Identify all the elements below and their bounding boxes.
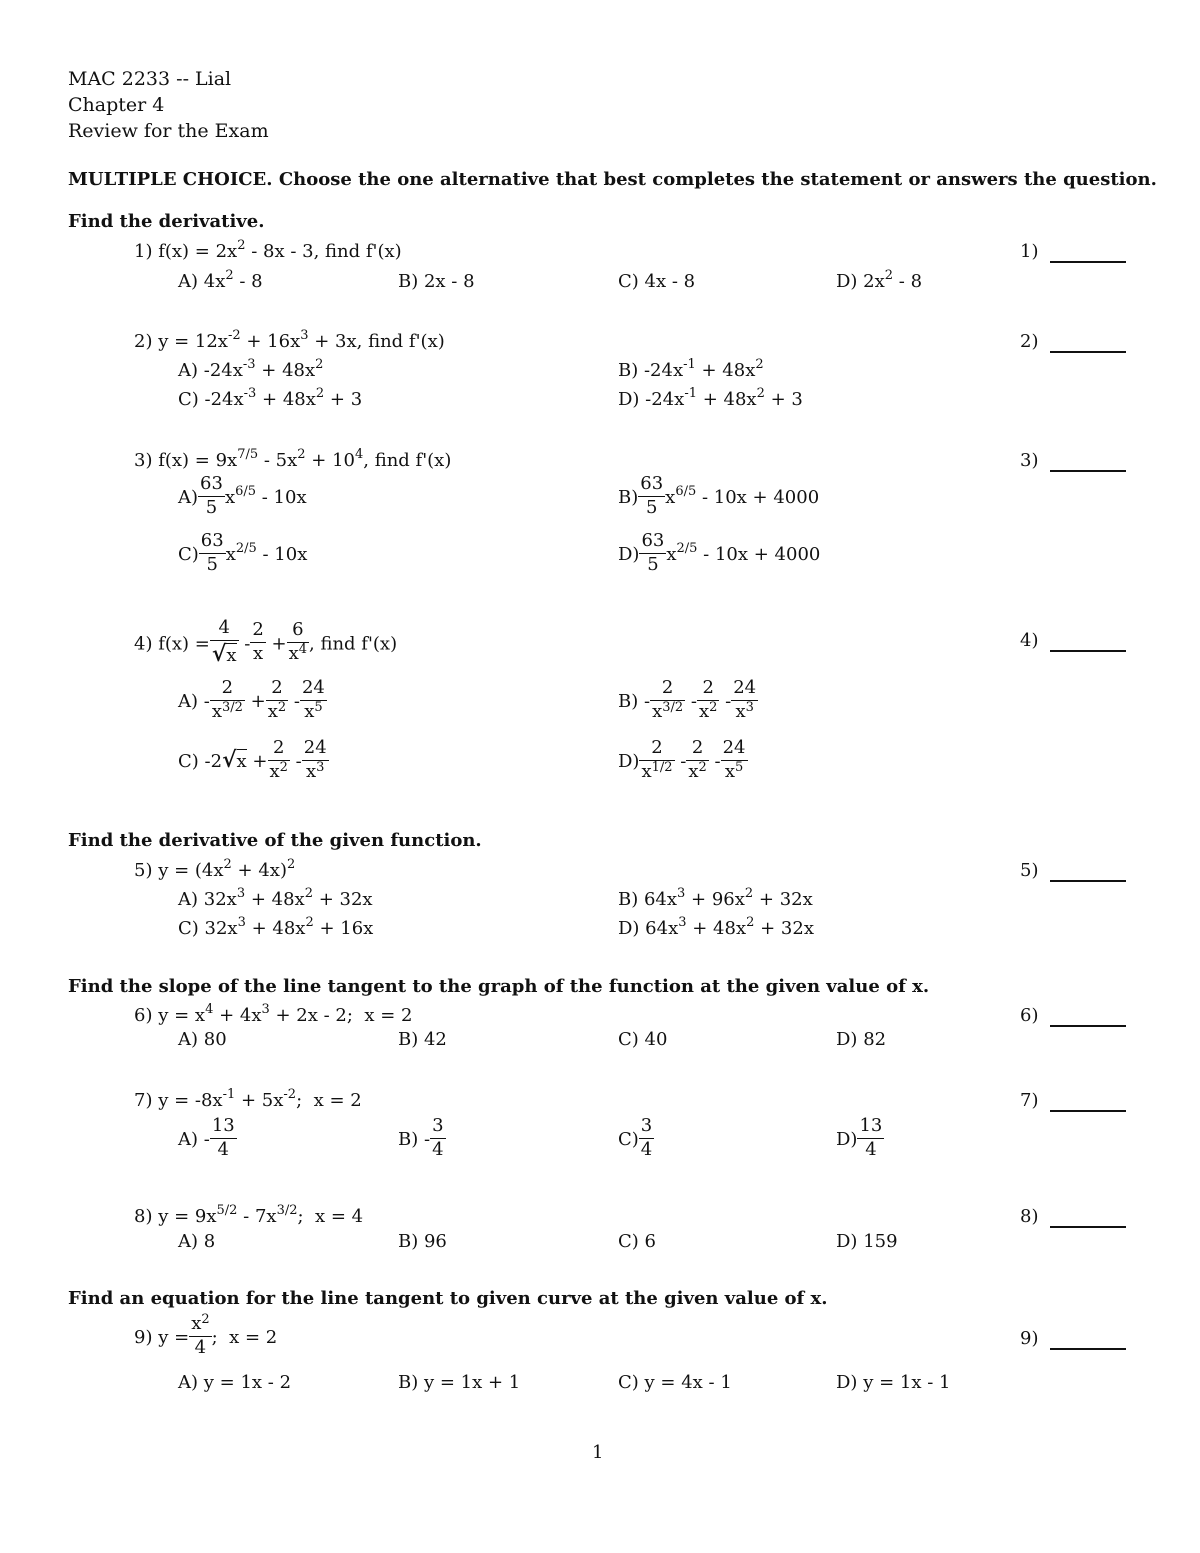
answer-label-7: 7) xyxy=(1020,1090,1039,1111)
q4-choice-d: D) $\frac{2}{x^{1/2}}$ - $\frac{2}{x^2}$ - $\frac{24}{x^5}$ xyxy=(618,737,746,782)
answer-blank-2[interactable] xyxy=(1050,351,1126,353)
section-heading-slope: Find the slope of the line tangent to the graph of the function at the given value of x. xyxy=(68,976,930,997)
q3-choice-d: D) $\frac{63}{5}$ $x^{2/5} - 10x + 4000$ xyxy=(618,530,821,575)
question-5-stem: 5) $y = (4x^2 + 4x)^2$ xyxy=(134,857,296,881)
q6-choice-a: A) 80 xyxy=(178,1029,227,1050)
q1-choice-d: D) $2x^2 - 8$ xyxy=(836,268,923,292)
q8-choice-c: C) 6 xyxy=(618,1231,656,1252)
q8-choice-d: D) 159 xyxy=(836,1231,898,1252)
answer-blank-6[interactable] xyxy=(1050,1025,1126,1027)
answer-blank-3[interactable] xyxy=(1050,470,1126,472)
answer-label-6: 6) xyxy=(1020,1005,1039,1026)
q6-choice-d: D) 82 xyxy=(836,1029,887,1050)
q8-choice-a: A) 8 xyxy=(178,1231,216,1252)
exam-title: Review for the Exam xyxy=(68,120,269,142)
q3-choice-c: C) $\frac{63}{5}$ $x^{2/5} - 10x$ xyxy=(178,530,308,575)
question-4-stem: 4) f(x) = $\frac{4}{√x}$ - $\frac{2}{x}$ + $\frac{6}{x^4}$ , find f'(x) xyxy=(134,617,398,667)
instructions: MULTIPLE CHOICE. Choose the one alternative that best completes the statement or answers the question. xyxy=(68,169,1157,190)
answer-blank-4[interactable] xyxy=(1050,650,1126,652)
question-7-stem: 7) $y = -8x^{-1} + 5x^{-2}$; x = 2 xyxy=(134,1087,362,1111)
section-heading-tangent-line: Find an equation for the line tangent to given curve at the given value of x. xyxy=(68,1288,828,1309)
q1-choice-c: C) 4x - 8 xyxy=(618,271,696,292)
question-2-stem: 2) $y = 12x^{-2} + 16x^3 + 3x$, find f'(x) xyxy=(134,328,445,352)
question-1-stem: 1) $f(x) = 2x^2 - 8x - 3$, find f'(x) xyxy=(134,238,402,262)
answer-blank-8[interactable] xyxy=(1050,1226,1126,1228)
question-1-number: 1) xyxy=(134,241,153,262)
answer-label-3: 3) xyxy=(1020,450,1039,471)
q5-choice-a: A) $32x^3 + 48x^2 + 32x$ xyxy=(178,886,373,910)
q3-choice-a: A) $\frac{63}{5}$ $x^{6/5} - 10x$ xyxy=(178,473,307,518)
question-4-number: 4) xyxy=(134,633,153,655)
q6-choice-b: B) 42 xyxy=(398,1029,447,1050)
question-3-stem: 3) $f(x) = 9x^{7/5} - 5x^2 + 10^4$, find f'(x) xyxy=(134,447,452,471)
q4-choice-b: B) - $\frac{2}{x^{3/2}}$ - $\frac{2}{x^2}$ - $\frac{24}{x^3}$ xyxy=(618,677,757,722)
q2-choice-c: C) $-24x^{-3} + 48x^2 + 3$ xyxy=(178,386,363,410)
answer-label-8: 8) xyxy=(1020,1206,1039,1227)
q7-choice-b: B) - $\frac{3}{4}$ xyxy=(398,1115,444,1160)
answer-blank-5[interactable] xyxy=(1050,880,1126,882)
q1-choice-a: A) $4x^2 - 8$ xyxy=(178,268,263,292)
q2-choice-b: B) $-24x^{-1} + 48x^2$ xyxy=(618,357,764,381)
section-heading-derivative-given: Find the derivative of the given function. xyxy=(68,830,482,851)
section-heading-derivative: Find the derivative. xyxy=(68,211,265,232)
q2-choice-d: D) $-24x^{-1} + 48x^2 + 3$ xyxy=(618,386,803,410)
question-6-number: 6) xyxy=(134,1005,153,1026)
answer-label-9: 9) xyxy=(1020,1328,1039,1349)
q1-choice-b: B) 2x - 8 xyxy=(398,271,475,292)
course-title: MAC 2233 -- Lial xyxy=(68,68,232,90)
question-9-number: 9) xyxy=(134,1327,153,1349)
question-8-number: 8) xyxy=(134,1206,153,1227)
q5-choice-c: C) $32x^3 + 48x^2 + 16x$ xyxy=(178,915,374,939)
page-number: 1 xyxy=(592,1442,604,1463)
question-6-stem: 6) $y = x^4 + 4x^3 + 2x - 2$; x = 2 xyxy=(134,1002,413,1026)
q9-choice-b: B) y = 1x + 1 xyxy=(398,1372,521,1393)
q7-choice-c: C) $\frac{3}{4}$ xyxy=(618,1115,653,1160)
answer-label-4: 4) xyxy=(1020,630,1039,651)
question-9-stem: 9) y = $\frac{x^2}{4}$ ; x = 2 xyxy=(134,1312,278,1358)
q6-choice-c: C) 40 xyxy=(618,1029,668,1050)
question-2-number: 2) xyxy=(134,331,153,352)
q9-choice-d: D) y = 1x - 1 xyxy=(836,1372,951,1393)
answer-blank-7[interactable] xyxy=(1050,1110,1126,1112)
q9-choice-c: C) y = 4x - 1 xyxy=(618,1372,732,1393)
q8-choice-b: B) 96 xyxy=(398,1231,447,1252)
answer-label-2: 2) xyxy=(1020,331,1039,352)
answer-label-5: 5) xyxy=(1020,860,1039,881)
question-8-stem: 8) $y = 9x^{5/2} - 7x^{3/2}$; x = 4 xyxy=(134,1203,364,1227)
question-5-number: 5) xyxy=(134,860,153,881)
chapter-label: Chapter 4 xyxy=(68,94,165,116)
question-7-number: 7) xyxy=(134,1090,153,1111)
answer-blank-1[interactable] xyxy=(1050,261,1126,263)
q3-choice-b: B) $\frac{63}{5}$ $x^{6/5} - 10x + 4000$ xyxy=(618,473,820,518)
q4-choice-c: C) -2√x + $\frac{2}{x^2}$ - $\frac{24}{x^3}$ xyxy=(178,737,327,782)
question-3-number: 3) xyxy=(134,450,153,471)
q5-choice-d: D) $64x^3 + 48x^2 + 32x$ xyxy=(618,915,814,939)
q4-choice-a: A) - $\frac{2}{x^{3/2}}$ + $\frac{2}{x^2}$ - $\frac{24}{x^5}$ xyxy=(178,677,325,722)
q2-choice-a: A) $-24x^{-3} + 48x^2$ xyxy=(178,357,324,381)
q7-choice-d: D) $\frac{13}{4}$ xyxy=(836,1115,883,1160)
q5-choice-b: B) $64x^3 + 96x^2 + 32x$ xyxy=(618,886,813,910)
q9-choice-a: A) y = 1x - 2 xyxy=(178,1372,292,1393)
answer-blank-9[interactable] xyxy=(1050,1348,1126,1350)
q7-choice-a: A) - $\frac{13}{4}$ xyxy=(178,1115,235,1160)
answer-label-1: 1) xyxy=(1020,241,1039,262)
